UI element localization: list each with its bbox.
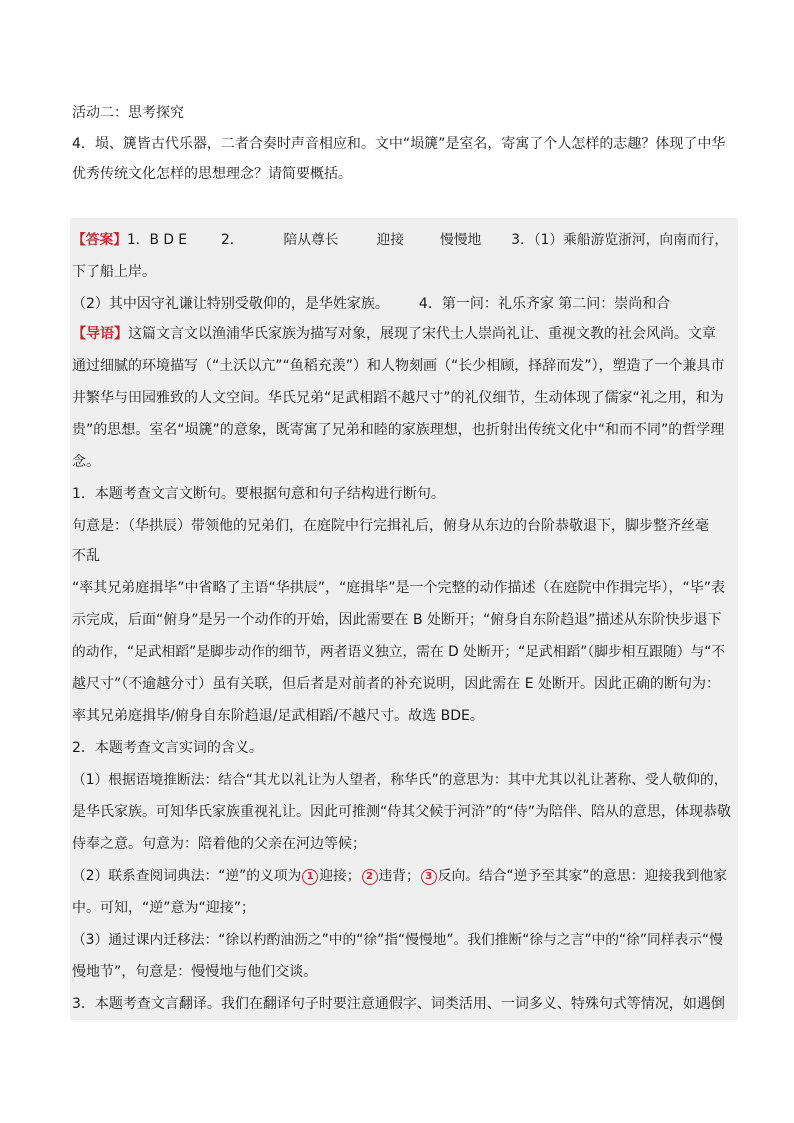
guide-line — [72, 324, 716, 344]
explain-line: 率其兄弟庭揖毕/俯身自东阶趋退/足武相蹈/不越尺寸。故选 BDE。 — [72, 708, 484, 724]
answer-line: 下了船上岸。 — [72, 264, 156, 280]
answer-line — [72, 294, 670, 314]
explain-line: 2．本题考查文言实词的含义。 — [72, 740, 263, 756]
explain-line: （1）根据语境推断法：结合“其尤以礼让为人望者，称华氏”的意思为：其中尤其以礼让著称、受人敬仰的， — [72, 772, 728, 788]
answer-tag: 【答案】 — [72, 232, 128, 248]
explain-line: （3）通过课内迁移法：“徐以杓酌油沥之”中的“徐”指“慢慢地”。我们推断“徐与之言”中的“徐”同样表示“慢 — [72, 932, 723, 948]
explain-line: 1．本题考查文言文断句。要根据句意和句子结构进行断句。 — [72, 486, 445, 502]
explain-line: 慢地节”，句意是：慢慢地与他们交谈。 — [72, 964, 318, 980]
explain-line: 3．本题考查文言翻译。我们在翻译句子时要注意通假字、词类活用、一词多义、特殊句式等情况，如遇倒 — [72, 996, 725, 1012]
answer-text: （2）其中因守礼谦让特别受敬仰的，是华姓家族。 — [72, 296, 389, 312]
answer-text: 迎接 — [376, 232, 404, 248]
answer-text: 3．（1）乘船游览浙河，向南而行， — [511, 232, 729, 248]
guide-line: 通过细腻的环境描写（“土沃以亢”“鱼稻充羡”）和人物刻画（“长少相顾，择辞而发”），塑造了一个兼具市 — [72, 358, 725, 374]
explain-line — [72, 866, 727, 886]
activity-title: 活动二：思考探究 — [72, 105, 184, 121]
explain-text: 迎接； — [319, 868, 361, 884]
circled-number: 3 — [421, 869, 437, 885]
question-line: 4．埙、篪皆古代乐器，二者合奏时声音相应和。文中“埙篪”是室名，寄寓了个人怎样的志趣？体现了中华 — [72, 136, 726, 152]
answer-text: 2． — [220, 232, 244, 248]
guide-tag: 【导语】 — [72, 326, 128, 342]
explain-line: 侍奉之意。句意为：陪着他的父亲在河边等候； — [72, 836, 366, 852]
explain-text: （2）联系查阅词典法：“逆”的义项为 — [72, 868, 302, 884]
guide-line: 井繁华与田园雅致的人文空间。华氏兄弟“足武相蹈不越尺寸”的礼仪细节，生动体现了儒家“礼之用，和为 — [72, 390, 724, 406]
guide-line: 念。 — [72, 454, 100, 470]
explain-line: 的动作，“足武相蹈”是脚步动作的细节，两者语义独立，需在 D 处断开；“足武相蹈”（脚步相互跟随）与“不 — [72, 644, 726, 660]
guide-text: 这篇文言文以渔浦华氏家族为描写对象，展现了宋代士人崇尚礼让、重视文教的社会风尚。文章 — [128, 326, 716, 342]
answer-line — [72, 230, 728, 250]
circled-number: 1 — [302, 869, 318, 885]
explain-line: 不乱 — [72, 548, 100, 564]
explain-line: 句意是：（华拱辰）带领他的兄弟们，在庭院中行完揖礼后，俯身从东边的台阶恭敬退下，脚步整齐丝毫 — [72, 518, 709, 534]
explain-line: 中。可知，“逆”意为“迎接”； — [72, 900, 256, 916]
explain-line: 是华氏家族。可知华氏家族重视礼让。因此可推测“侍其父候于河浒”的“侍”为陪伴、陪从的意思，体现恭敬 — [72, 804, 732, 820]
answer-text: 陪从尊长 — [283, 232, 339, 248]
guide-line: 贵”的思想。室名“埙篪”的意象，既寄寓了兄弟和睦的家族理想，也折射出传统文化中“和而不同”的哲学理 — [72, 422, 725, 438]
explain-line: “率其兄弟庭揖毕”中省略了主语“华拱辰”，“庭揖毕”是一个完整的动作描述（在庭院中作揖完毕），“毕”表 — [72, 580, 726, 596]
explain-line: 越尺寸”（不逾越分寸）虽有关联，但后者是对前者的补充说明，因此需在 E 处断开。因此正确的断句为： — [72, 676, 720, 692]
circled-number: 2 — [362, 869, 378, 885]
explain-line: 示完成，后面“俯身”是另一个动作的开始，因此需要在 B 处断开；“俯身自东阶趋退”描述从东阶快步退下 — [72, 612, 722, 628]
answer-text: 1．B D E — [127, 232, 187, 248]
answer-text: 慢慢地 — [440, 232, 482, 248]
explain-text: 违背； — [378, 868, 420, 884]
question-line: 优秀传统文化怎样的思想理念？请简要概括。 — [72, 166, 352, 182]
answer-text: 4．第一问：礼乐齐家 第二问：崇尚和合 — [418, 296, 671, 312]
explain-text: 反向。结合“逆予至其家”的意思：迎接我到他家 — [437, 868, 728, 884]
